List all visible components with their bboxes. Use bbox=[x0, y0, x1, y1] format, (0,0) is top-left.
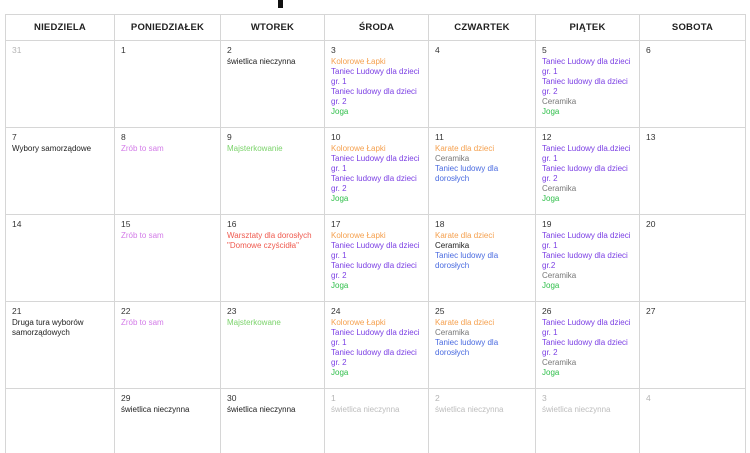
day-cell[interactable] bbox=[6, 41, 115, 128]
calendar-event[interactable]: Wybory samorządowe bbox=[12, 144, 92, 153]
calendar-event[interactable]: Karate dla dzieci bbox=[435, 144, 495, 153]
calendar-event[interactable]: Taniec Ludowy dla dzieci gr. 1 bbox=[542, 57, 631, 76]
calendar-event[interactable]: Taniec Ludowy dla dzieci gr. 1 bbox=[331, 67, 420, 86]
calendar-event[interactable]: Taniec ludowy dla dzieci gr. 2 bbox=[542, 164, 628, 183]
day-cell[interactable] bbox=[6, 215, 115, 302]
calendar-event[interactable]: Taniec ludowy dla dzieci gr. 2 bbox=[542, 77, 628, 96]
day-cell[interactable] bbox=[429, 302, 536, 389]
day-number: 31 bbox=[12, 45, 22, 55]
day-number: 1 bbox=[331, 393, 336, 403]
day-cell[interactable] bbox=[6, 302, 115, 389]
week-row bbox=[6, 41, 746, 128]
calendar-event[interactable]: Ceramika bbox=[435, 328, 470, 337]
day-number: 9 bbox=[227, 132, 232, 142]
day-number: 1 bbox=[121, 45, 126, 55]
day-cell[interactable] bbox=[115, 302, 221, 389]
day-number: 2 bbox=[227, 45, 232, 55]
day-number: 20 bbox=[646, 219, 656, 229]
day-number: 10 bbox=[331, 132, 341, 142]
calendar-event[interactable]: Joga bbox=[331, 194, 349, 203]
day-number: 5 bbox=[542, 45, 547, 55]
day-number: 17 bbox=[331, 219, 341, 229]
day-cell[interactable] bbox=[640, 41, 746, 128]
calendar-event[interactable]: Ceramika bbox=[435, 154, 470, 163]
day-cell[interactable] bbox=[325, 128, 429, 215]
calendar-event[interactable]: Joga bbox=[542, 107, 560, 116]
weekday-header-friday: PIĄTEK bbox=[536, 15, 640, 41]
calendar-event[interactable]: Joga bbox=[331, 107, 349, 116]
calendar-event[interactable]: Taniec ludowy dla dzieci gr. 2 bbox=[331, 261, 417, 280]
calendar-event[interactable]: Joga bbox=[542, 281, 560, 290]
day-cell[interactable] bbox=[640, 128, 746, 215]
calendar-event[interactable]: Zrób to sam bbox=[121, 231, 164, 240]
week-row bbox=[6, 302, 746, 389]
calendar-event[interactable]: świetlica nieczynna bbox=[435, 405, 504, 414]
day-cell[interactable] bbox=[536, 302, 640, 389]
calendar-event[interactable]: Warsztaty dla dorosłych "Domowe czyścidła" bbox=[227, 231, 312, 250]
day-cell[interactable] bbox=[115, 128, 221, 215]
day-number: 2 bbox=[435, 393, 440, 403]
calendar-event[interactable]: Taniec ludowy dla dzieci gr. 2 bbox=[331, 87, 417, 106]
day-cell[interactable] bbox=[115, 389, 221, 453]
weekday-header-monday: PONIEDZIAŁEK bbox=[115, 15, 221, 41]
calendar-event[interactable]: Karate dla dzieci bbox=[435, 318, 495, 327]
day-number: 4 bbox=[646, 393, 651, 403]
day-cell[interactable] bbox=[536, 41, 640, 128]
day-number: 13 bbox=[646, 132, 656, 142]
day-cell[interactable] bbox=[640, 389, 746, 453]
calendar-event[interactable]: Taniec Ludowy dla dzieci gr. 1 bbox=[331, 241, 420, 260]
calendar-event[interactable]: Taniec ludowy dla dzieci gr. 2 bbox=[331, 174, 417, 193]
day-cell[interactable] bbox=[429, 389, 536, 453]
calendar-event[interactable]: Taniec Ludowy dla dzieci gr. 1 bbox=[542, 231, 631, 250]
calendar-event[interactable]: Taniec Ludowy dla.dzieci gr. 1 bbox=[542, 144, 631, 163]
day-cell[interactable] bbox=[429, 128, 536, 215]
day-number: 25 bbox=[435, 306, 445, 316]
weekday-header-sunday: NIEDZIELA bbox=[6, 15, 115, 41]
calendar-event[interactable]: Ceramika bbox=[435, 241, 470, 250]
calendar-event[interactable]: Karate dla dzieci bbox=[435, 231, 495, 240]
day-number: 19 bbox=[542, 219, 552, 229]
day-number: 18 bbox=[435, 219, 445, 229]
day-number: 4 bbox=[435, 45, 440, 55]
calendar-event[interactable]: Ceramika bbox=[542, 184, 577, 193]
day-cell[interactable] bbox=[221, 128, 325, 215]
day-cell[interactable] bbox=[640, 302, 746, 389]
calendar-event[interactable]: Kolorowe Łapki bbox=[331, 144, 386, 153]
week-row bbox=[6, 389, 746, 453]
day-number: 16 bbox=[227, 219, 237, 229]
calendar-event[interactable]: Taniec ludowy dla dzieci gr.2 bbox=[542, 251, 628, 270]
day-number bbox=[12, 393, 109, 405]
calendar-event[interactable]: Taniec ludowy dla dorosłych bbox=[435, 338, 499, 357]
calendar-event[interactable]: Ceramika bbox=[542, 358, 577, 367]
week-row bbox=[6, 215, 746, 302]
day-cell[interactable] bbox=[536, 128, 640, 215]
day-number: 15 bbox=[121, 219, 131, 229]
day-number: 3 bbox=[542, 393, 547, 403]
day-number: 3 bbox=[331, 45, 336, 55]
day-cell[interactable] bbox=[115, 41, 221, 128]
calendar-event[interactable]: Druga tura wyborów samorządowych bbox=[12, 318, 84, 337]
day-number: 24 bbox=[331, 306, 341, 316]
month-calendar bbox=[5, 14, 745, 453]
calendar-event[interactable]: Taniec ludowy dla dorosłych bbox=[435, 251, 499, 270]
day-cell[interactable] bbox=[325, 215, 429, 302]
calendar-event[interactable]: świetlica nieczynna bbox=[542, 405, 611, 414]
day-number: 7 bbox=[12, 132, 17, 142]
calendar-event[interactable]: Zrób to sam bbox=[121, 144, 164, 153]
calendar-event[interactable]: świetlica nieczynna bbox=[331, 405, 400, 414]
day-number: 8 bbox=[121, 132, 126, 142]
day-cell[interactable] bbox=[221, 302, 325, 389]
day-cell[interactable] bbox=[640, 215, 746, 302]
day-number: 6 bbox=[646, 45, 651, 55]
calendar-event[interactable]: Zrób to sam bbox=[121, 318, 164, 327]
calendar-event[interactable]: Taniec ludowy dla dzieci gr. 2 bbox=[542, 338, 628, 357]
calendar-event[interactable]: Kolorowe Łapki bbox=[331, 57, 386, 66]
day-number: 26 bbox=[542, 306, 552, 316]
calendar-event[interactable]: Taniec Ludowy dla dzieci gr. 1 bbox=[331, 154, 420, 173]
week-row bbox=[6, 128, 746, 215]
day-cell[interactable] bbox=[325, 389, 429, 453]
calendar-event[interactable]: Joga bbox=[542, 368, 560, 377]
calendar-event[interactable]: Taniec Ludowy dla dzieci gr. 1 bbox=[331, 328, 420, 347]
day-cell[interactable] bbox=[325, 302, 429, 389]
day-number: 14 bbox=[12, 219, 22, 229]
day-cell[interactable] bbox=[536, 389, 640, 453]
calendar-grid bbox=[5, 14, 746, 453]
calendar-event[interactable]: Joga bbox=[542, 194, 560, 203]
day-cell[interactable] bbox=[115, 215, 221, 302]
title-fragment bbox=[278, 0, 283, 8]
day-number: 23 bbox=[227, 306, 237, 316]
calendar-event[interactable]: Taniec ludowy dla dzieci gr. 2 bbox=[331, 348, 417, 367]
calendar-event[interactable]: Taniec Ludowy dla dzieci gr. 1 bbox=[542, 318, 631, 337]
calendar-event[interactable]: Ceramika bbox=[542, 271, 577, 280]
weekday-header-tuesday: WTOREK bbox=[221, 15, 325, 41]
calendar-event[interactable]: Ceramika bbox=[542, 97, 577, 106]
calendar-event[interactable]: świetlica nieczynna bbox=[121, 405, 190, 414]
calendar-event[interactable]: świetlica nieczynna bbox=[227, 405, 296, 414]
day-cell[interactable] bbox=[221, 215, 325, 302]
day-cell[interactable] bbox=[221, 389, 325, 453]
day-number: 21 bbox=[12, 306, 22, 316]
day-cell[interactable] bbox=[536, 215, 640, 302]
day-number: 11 bbox=[435, 132, 444, 142]
calendar-event[interactable]: Kolorowe Łapki bbox=[331, 318, 386, 327]
calendar-event[interactable]: Taniec ludowy dla dorosłych bbox=[435, 164, 499, 183]
weekday-header-saturday: SOBOTA bbox=[640, 15, 746, 41]
day-number: 29 bbox=[121, 393, 131, 403]
day-number: 22 bbox=[121, 306, 131, 316]
day-cell[interactable] bbox=[429, 41, 536, 128]
day-number: 30 bbox=[227, 393, 237, 403]
calendar-event[interactable]: Joga bbox=[331, 281, 349, 290]
calendar-event[interactable]: świetlica nieczynna bbox=[227, 57, 296, 66]
weekday-header-thursday: CZWARTEK bbox=[429, 15, 536, 41]
weekday-header-wednesday: ŚRODA bbox=[325, 15, 429, 41]
calendar-event[interactable]: Majsterkowane bbox=[227, 318, 281, 327]
weekday-header-row bbox=[6, 15, 746, 41]
day-number: 12 bbox=[542, 132, 552, 142]
day-cell[interactable] bbox=[325, 41, 429, 128]
calendar-event[interactable]: Kolorowe Łapki bbox=[331, 231, 386, 240]
day-cell[interactable] bbox=[221, 41, 325, 128]
calendar-event[interactable]: Joga bbox=[331, 368, 349, 377]
day-cell[interactable] bbox=[6, 128, 115, 215]
day-cell[interactable] bbox=[429, 215, 536, 302]
day-cell[interactable] bbox=[6, 389, 115, 453]
day-number: 27 bbox=[646, 306, 656, 316]
calendar-event[interactable]: Majsterkowanie bbox=[227, 144, 283, 153]
